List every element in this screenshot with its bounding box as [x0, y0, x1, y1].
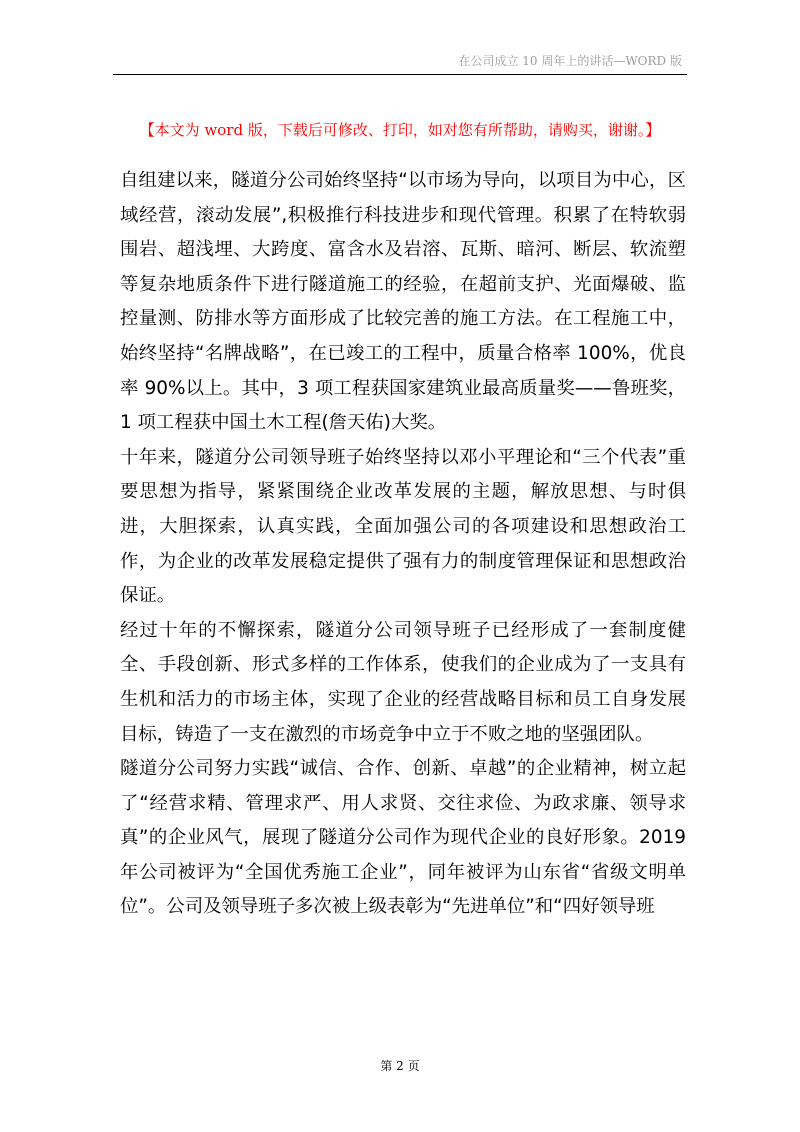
body-paragraph: 自组建以来，隧道分公司始终坚持“以市场为导向，以项目为中心，区域经营，滚动发展”,积极推行科技进步和现代管理。积累了在特软弱围岩、超浅埋、大跨度、富含水及岩溶、瓦斯、暗河、断层、软流塑等复杂地质条件下进行隧道施工的经验，在超前支护、光面爆破、监控量测、防排水等方面形成了比较完善的施工方法。在工程施工中，始终坚持“名牌战略”，在已竣工的工程中，质量合格率 100%，优良率 90%以上。其中，3 项工程获国家建筑业最高质量奖——鲁班奖，1 项工程获中国土木工程(詹天佑)大奖。: [120, 170, 686, 434]
document-body: [120, 164, 686, 925]
body-paragraph: 十年来，隧道分公司领导班子始终坚持以邓小平理论和“三个代表”重要思想为指导，紧紧围绕企业改革发展的主题，解放思想、与时俱进，大胆探索，认真实践，全面加强公司的各项建设和思想政治工作，为企业的改革发展稳定提供了强有力的制度管理保证和思想政治保证。: [120, 446, 686, 607]
running-header-title: 在公司成立 10 周年上的讲话—WORD 版: [458, 54, 682, 68]
page-number: 第 2 页: [380, 1059, 420, 1073]
header-divider: [113, 74, 687, 75]
body-paragraph: 隧道分公司努力实践“诚信、合作、创新、卓越”的企业精神，树立起了“经营求精、管理求严、用人求贤、交往求俭、为政求廉、领导求真”的企业风气，展现了隧道分公司作为现代企业的良好形象。2019年公司被评为“全国优秀施工企业”，同年被评为山东省“省级文明单位”。公司及领导班子多次被上级表彰为“先进单位”和“四好领导班: [120, 758, 686, 918]
body-paragraph: 经过十年的不懈探索，隧道分公司领导班子已经形成了一套制度健全、手段创新、形式多样的工作体系，使我们的企业成为了一支具有生机和活力的市场主体，实现了企业的经营战略目标和员工自身发展目标，铸造了一支在激烈的市场竞争中立于不败之地的坚强团队。: [120, 619, 686, 745]
purchase-notice: 【本文为 word 版，下载后可修改、打印，如对您有所帮助，请购买，谢谢。】: [139, 121, 661, 139]
